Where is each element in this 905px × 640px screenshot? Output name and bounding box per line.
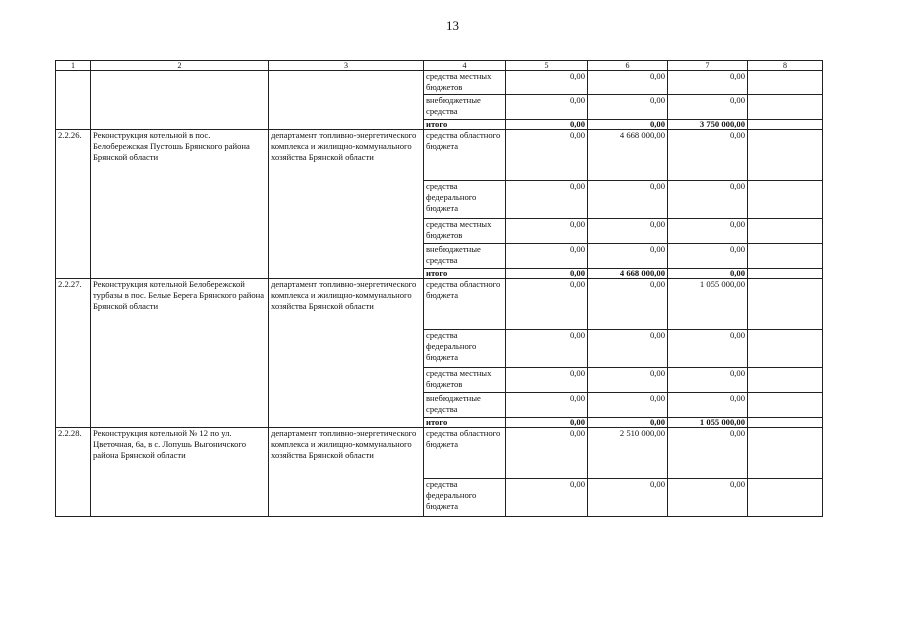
value-cell: 0,00 <box>506 120 588 130</box>
source-cell: средства федерального бюджета <box>424 330 506 368</box>
value-cell: 0,00 <box>588 95 668 120</box>
budget-table <box>55 60 823 517</box>
empty-cell <box>748 130 823 181</box>
value-cell: 0,00 <box>588 244 668 269</box>
empty-cell <box>748 181 823 219</box>
value-cell: 0,00 <box>506 418 588 428</box>
dept-cell: департамент топливно-энергетического комплекса и жилищно-коммунального хозяйства Брянской области <box>269 428 424 517</box>
value-cell: 0,00 <box>506 279 588 330</box>
value-cell: 0,00 <box>668 479 748 517</box>
value-cell: 0,00 <box>588 368 668 393</box>
value-cell: 1 055 000,00 <box>668 418 748 428</box>
source-cell: средства областного бюджета <box>424 130 506 181</box>
empty-cell <box>748 428 823 479</box>
value-cell: 3 750 000,00 <box>668 120 748 130</box>
value-cell: 4 668 000,00 <box>588 130 668 181</box>
value-cell: 0,00 <box>506 244 588 269</box>
value-cell: 0,00 <box>506 269 588 279</box>
header-cell: 3 <box>269 61 424 71</box>
value-cell: 0,00 <box>668 244 748 269</box>
header-cell: 8 <box>748 61 823 71</box>
empty-cell <box>748 418 823 428</box>
value-cell: 0,00 <box>668 219 748 244</box>
dept-cell: департамент топливно-энергетического комплекса и жилищно-коммунального хозяйства Брянской области <box>269 279 424 428</box>
value-cell: 0,00 <box>588 279 668 330</box>
source-cell: средства областного бюджета <box>424 279 506 330</box>
value-cell: 0,00 <box>506 95 588 120</box>
header-cell: 4 <box>424 61 506 71</box>
header-cell: 6 <box>588 61 668 71</box>
num-cell <box>56 71 91 130</box>
empty-cell <box>748 479 823 517</box>
value-cell: 0,00 <box>506 368 588 393</box>
header-cell: 5 <box>506 61 588 71</box>
num-cell: 2.2.26. <box>56 130 91 279</box>
value-cell: 0,00 <box>506 71 588 95</box>
empty-cell <box>748 219 823 244</box>
num-cell: 2.2.27. <box>56 279 91 428</box>
value-cell: 0,00 <box>668 368 748 393</box>
value-cell: 2 510 000,00 <box>588 428 668 479</box>
name-cell: Реконструкция котельной Белобережской турбазы в пос. Белые Берега Брянского района Брянской области <box>91 279 269 428</box>
source-cell: средства федерального бюджета <box>424 479 506 517</box>
value-cell: 0,00 <box>506 219 588 244</box>
value-cell: 0,00 <box>588 479 668 517</box>
num-cell: 2.2.28. <box>56 428 91 517</box>
header-row <box>56 61 823 71</box>
header-cell: 2 <box>91 61 269 71</box>
empty-cell <box>748 368 823 393</box>
value-cell: 0,00 <box>588 418 668 428</box>
page-number: 13 <box>446 18 459 33</box>
dept-cell <box>269 71 424 130</box>
value-cell: 0,00 <box>588 219 668 244</box>
name-cell <box>91 71 269 130</box>
empty-cell <box>748 120 823 130</box>
value-cell: 0,00 <box>588 120 668 130</box>
name-cell: Реконструкция котельной № 12 по ул. Цветочная, 6а, в с. Лопушь Выгоничского района Брянской области <box>91 428 269 517</box>
source-cell: средства местных бюджетов <box>424 71 506 95</box>
value-cell: 0,00 <box>588 181 668 219</box>
header-cell: 7 <box>668 61 748 71</box>
header-cell: 1 <box>56 61 91 71</box>
empty-cell <box>748 95 823 120</box>
name-cell: Реконструкция котельной в пос. Белобережская Пустошь Брянского района Брянской области <box>91 130 269 279</box>
value-cell: 0,00 <box>668 269 748 279</box>
value-cell: 0,00 <box>588 393 668 418</box>
empty-cell <box>748 71 823 95</box>
value-cell: 0,00 <box>668 330 748 368</box>
value-cell: 0,00 <box>668 428 748 479</box>
value-cell: 1 055 000,00 <box>668 279 748 330</box>
value-cell: 0,00 <box>668 393 748 418</box>
value-cell: 0,00 <box>506 393 588 418</box>
empty-cell <box>748 330 823 368</box>
source-cell: средства областного бюджета <box>424 428 506 479</box>
table-row <box>56 428 823 479</box>
table-row <box>56 130 823 181</box>
value-cell: 0,00 <box>588 71 668 95</box>
source-cell: итого <box>424 269 506 279</box>
source-cell: внебюджетные средства <box>424 95 506 120</box>
value-cell: 0,00 <box>668 95 748 120</box>
value-cell: 0,00 <box>668 71 748 95</box>
empty-cell <box>748 393 823 418</box>
source-cell: итого <box>424 120 506 130</box>
table-row <box>56 279 823 330</box>
empty-cell <box>748 269 823 279</box>
value-cell: 0,00 <box>668 181 748 219</box>
value-cell: 4 668 000,00 <box>588 269 668 279</box>
value-cell: 0,00 <box>506 428 588 479</box>
empty-cell <box>748 279 823 330</box>
value-cell: 0,00 <box>506 181 588 219</box>
source-cell: средства федерального бюджета <box>424 181 506 219</box>
table-row <box>56 71 823 95</box>
source-cell: внебюджетные средства <box>424 244 506 269</box>
dept-cell: департамент топливно-энергетического комплекса и жилищно-коммунального хозяйства Брянской области <box>269 130 424 279</box>
value-cell: 0,00 <box>668 130 748 181</box>
source-cell: средства местных бюджетов <box>424 219 506 244</box>
value-cell: 0,00 <box>588 330 668 368</box>
source-cell: внебюджетные средства <box>424 393 506 418</box>
empty-cell <box>748 244 823 269</box>
source-cell: средства местных бюджетов <box>424 368 506 393</box>
value-cell: 0,00 <box>506 130 588 181</box>
value-cell: 0,00 <box>506 330 588 368</box>
source-cell: итого <box>424 418 506 428</box>
value-cell: 0,00 <box>506 479 588 517</box>
